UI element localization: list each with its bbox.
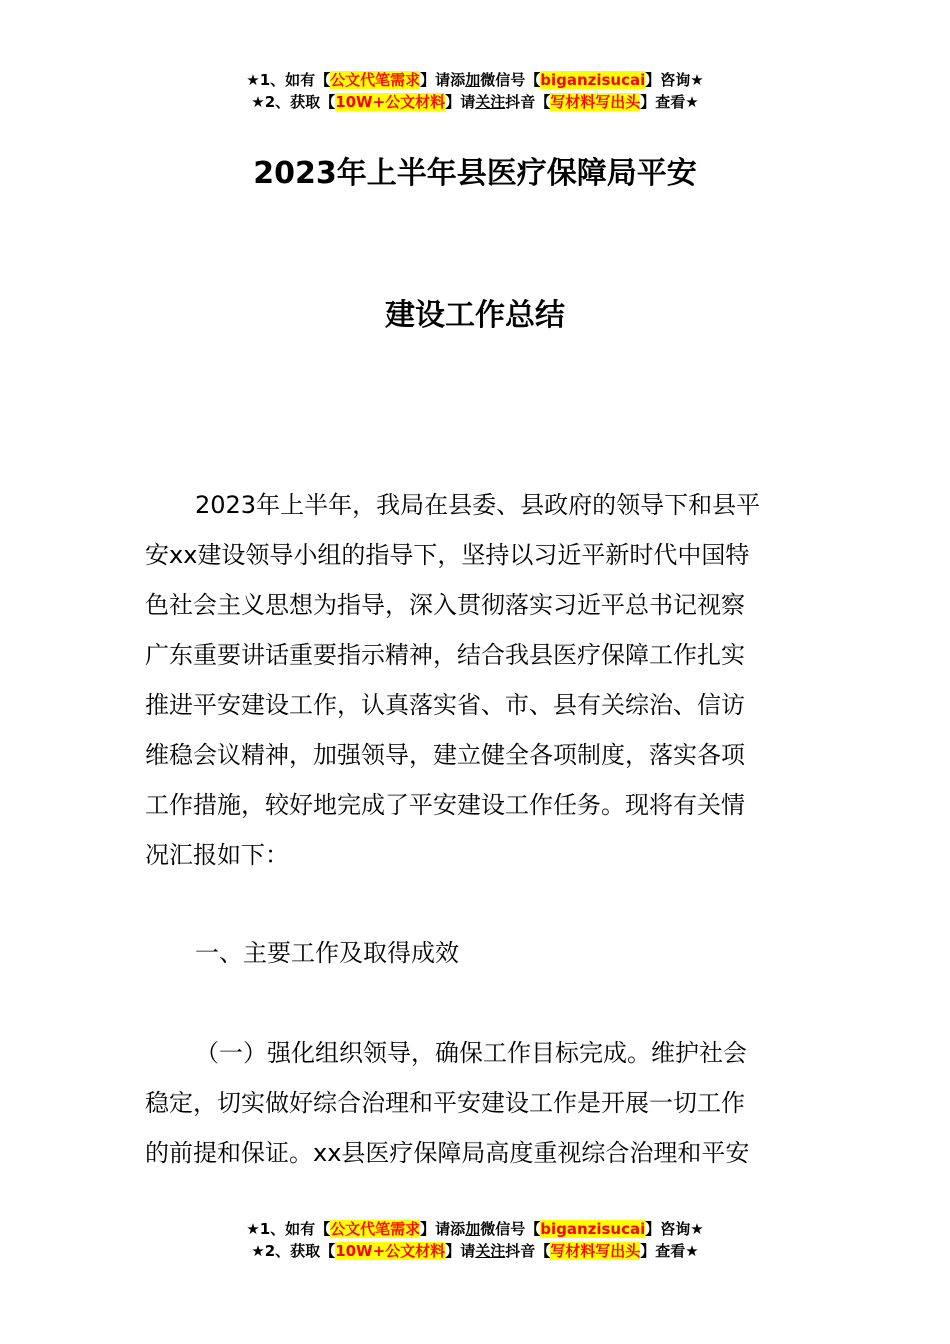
banner-highlight: 10W+公文材料 [335,1242,446,1260]
banner-text: ★1、如有【 [246,71,331,89]
paragraph-line: 安xx建设领导小组的指导下，坚持以习近平新时代中国特 [145,541,750,569]
banner-highlight: 公文代笔需求 [330,71,421,89]
banner-underlined: 加 [465,71,481,89]
paragraph-line: 的前提和保证。xx县医疗保障局高度重视综合治理和平安 [145,1139,750,1167]
document-title-line-2: 建设工作总结 [385,298,565,333]
banner-highlight: 写材料写出头 [550,1242,641,1260]
banner-text: 】请添 [420,1220,466,1238]
banner-underlined: 加 [465,1220,481,1238]
banner-text: ★2、获取【 [251,1242,336,1260]
section-paragraph [145,1028,810,1178]
banner-line-1 [0,1218,950,1240]
banner-line-1 [0,69,950,91]
paragraph-line: 色社会主义思想为指导，深入贯彻落实习近平总书记视察 [145,591,745,619]
paragraph-line: 2023年上半年，我局在县委、县政府的领导下和县平 [195,491,761,519]
banner-highlight: biganzisucai [540,71,646,89]
banner-highlight: 10W+公文材料 [335,93,446,111]
banner-text: 微信号【 [480,71,541,89]
banner-highlight: 公文代笔需求 [330,1220,421,1238]
paragraph-line: 稳定，切实做好综合治理和平安建设工作是开展一切工作 [145,1089,745,1117]
footer-banner [0,1218,950,1262]
intro-paragraph [145,480,810,880]
banner-line-2 [0,1240,950,1262]
paragraph-line: 工作措施，较好地完成了平安建设工作任务。现将有关情 [145,791,745,819]
banner-text: 】查看★ [640,1242,699,1260]
document-title-line-1: 2023年上半年县医疗保障局平安 [253,156,697,191]
banner-text: 】请添 [420,71,466,89]
banner-highlight: 写材料写出头 [550,93,641,111]
banner-underlined: 关注 [475,93,506,111]
paragraph-line: （一）强化组织领导，确保工作目标完成。维护社会 [195,1039,747,1067]
paragraph-line: 况汇报如下： [145,841,289,869]
banner-text: 】咨询★ [645,1220,704,1238]
banner-highlight: biganzisucai [540,1220,646,1238]
section-heading [145,928,810,978]
banner-line-2 [0,91,950,113]
banner-text: 】请 [445,93,476,111]
banner-text: 】咨询★ [645,71,704,89]
section-heading-text: 一、主要工作及取得成效 [195,939,459,967]
paragraph-line: 推进平安建设工作，认真落实省、市、县有关综治、信访 [145,691,745,719]
header-banner [0,69,950,113]
banner-text: ★2、获取【 [251,93,336,111]
paragraph-line: 维稳会议精神，加强领导，建立健全各项制度，落实各项 [145,741,745,769]
banner-text: 】查看★ [640,93,699,111]
paragraph-line: 广东重要讲话重要指示精神，结合我县医疗保障工作扎实 [145,641,745,669]
banner-text: 微信号【 [480,1220,541,1238]
banner-underlined: 关注 [475,1242,506,1260]
banner-text: ★1、如有【 [246,1220,331,1238]
banner-text: 】请 [445,1242,476,1260]
banner-text: 抖音【 [505,1242,551,1260]
banner-text: 抖音【 [505,93,551,111]
